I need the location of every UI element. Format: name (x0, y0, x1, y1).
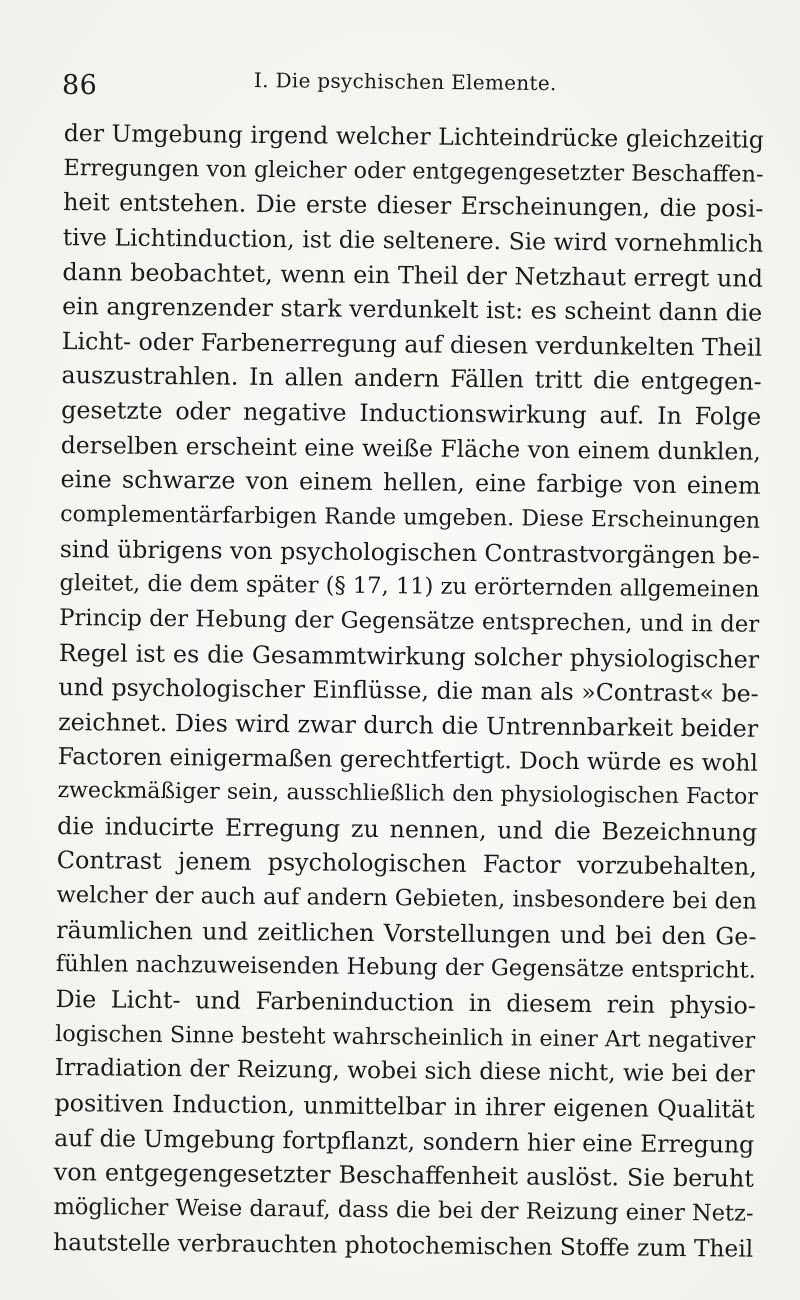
text-line: gesetzte oder negative Inductionswirkung auf. In Folge (61, 396, 762, 431)
text-line: zweckmäßiger sein, ausschließlich den physiologischen Factor (57, 778, 758, 810)
text-line: die inducirte Erregung zu nennen, und die Bezeichnung (57, 811, 758, 847)
text-line: dann beobachtet, wenn ein Theil der Netzhaut erregt und (62, 257, 764, 293)
text-line: complementärfarbigen Rande umgeben. Diese Erscheinungen (60, 501, 761, 534)
text-line: Princip der Hebung der Gegensätze entsprechen, und in der (59, 604, 760, 638)
text-line: Irradiation der Reizung, wobei sich diese nicht, wie bei der (54, 1054, 755, 1088)
text-line: eine schwarze von einem hellen, eine farbige von einem (60, 465, 761, 501)
page-header (62, 62, 760, 102)
text-line: von entgegengesetzter Beschaffenheit auslöst. Sie beruht (53, 1158, 754, 1193)
text-line: welcher der auch auf andern Gebieten, insbesondere bei den (56, 882, 757, 915)
text-line: Erregungen von gleicher oder entgegengesetzter Beschaffen- (63, 154, 764, 188)
text-line: fühlen nachzuweisenden Hebung der Gegensätze entspricht. (55, 951, 756, 985)
text-line: derselben erscheint eine weiße Fläche von einem dunklen, (60, 430, 761, 466)
text-line: Contrast jenem psychologischen Factor vorzubehalten, (56, 846, 758, 882)
page-number: 86 (62, 70, 98, 101)
text-line: sind übrigens von psychologischen Contrastvorgängen be- (59, 534, 760, 570)
text-line: Licht- oder Farbenerregung auf diesen verdunkelten Theil (61, 326, 763, 362)
text-line: hautstelle verbrauchten photochemischen Stoffe zum Theil (53, 1227, 754, 1263)
text-line: Die Licht- und Farbeninduction in diesem rein physio- (55, 984, 756, 1020)
running-head: I. Die psychischen Elemente. (253, 68, 557, 96)
text-line: logischen Sinne besteht wahrscheinlich in einer Art negativer (55, 1020, 756, 1054)
text-line: gleitet, die dem später (§ 17, 11) zu erörternden allgemeinen (59, 570, 760, 604)
text-line: und psychologischer Einflüsse, die man als »Contrast« be- (58, 673, 759, 708)
text-line: ein angrenzender stark verdunkelt ist: es scheint dann die (62, 292, 763, 327)
text-line: Factoren einigermaßen gerechtfertigt. Doch würde es wohl (57, 742, 758, 777)
text-line: tive Lichtinduction, ist die seltenere. Sie wird vornehmlich (62, 222, 764, 258)
text-line: auszustrahlen. In allen andern Fällen tritt die entgegen- (61, 361, 762, 397)
text-line: auf die Umgebung fortpflanzt, sondern hier eine Erregung (54, 1123, 755, 1159)
text-line: heit entstehen. Die erste dieser Erscheinungen, die posi- (63, 188, 764, 223)
text-line: Regel ist es die Gesammtwirkung solcher physiologischer (58, 638, 760, 674)
text-line: möglicher Weise darauf, dass die bei der Reizung einer Netz- (53, 1193, 754, 1227)
text-line: positiven Induction, unmittelbar in ihrer eigenen Qualität (54, 1088, 755, 1124)
text-line: räumlichen und zeitlichen Vorstellungen und bei den Ge- (56, 915, 757, 951)
text-line: der Umgebung irgend welcher Lichteindrücke gleichzeitig (63, 118, 764, 154)
body-text (53, 116, 764, 1266)
text-line: zeichnet. Dies wird zwar durch die Untrennbarkeit beider (58, 707, 759, 743)
